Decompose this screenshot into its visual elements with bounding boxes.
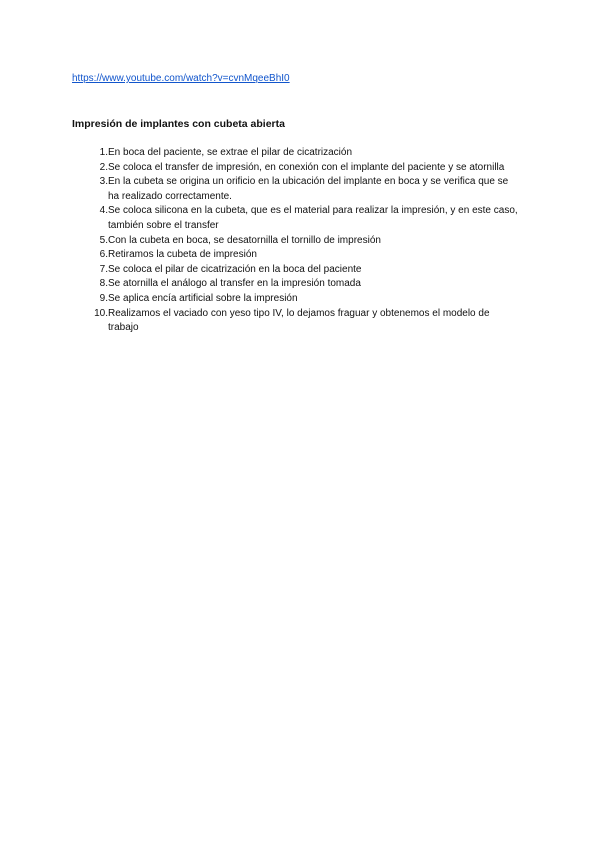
step-number: 5. xyxy=(99,234,108,246)
list-item xyxy=(72,204,522,233)
step-number: 8. xyxy=(99,278,108,290)
step-text: Se coloca el transfer de impresión, en conexión con el implante del paciente y se atornilla xyxy=(108,161,505,173)
step-text: Se coloca silicona en la cubeta, que es el material para realizar la impresión, y en este caso, también sobre el transfer xyxy=(108,205,518,231)
list-item xyxy=(72,263,522,278)
step-number: 2. xyxy=(99,161,108,173)
step-text: Con la cubeta en boca, se desatornilla el tornillo de impresión xyxy=(108,234,381,246)
step-text: En la cubeta se origina un orificio en la ubicación del implante en boca y se verifica que se ha realizado correctamente. xyxy=(108,176,509,202)
youtube-link[interactable]: https://www.youtube.com/watch?v=cvnMqeeBhI0 xyxy=(72,73,290,84)
step-number: 4. xyxy=(99,205,108,217)
list-item xyxy=(72,292,522,307)
step-text: En boca del paciente, se extrae el pilar de cicatrización xyxy=(108,147,353,158)
step-text: Se coloca el pilar de cicatrización en la boca del paciente xyxy=(108,263,362,275)
step-number: 6. xyxy=(99,249,108,261)
step-text: Realizamos el vaciado con yeso tipo IV, lo dejamos fraguar y obtenemos el modelo de trabajo xyxy=(108,307,490,334)
list-item xyxy=(72,146,522,161)
steps-list xyxy=(72,146,522,336)
section-heading: Impresión de implantes con cubeta abierta xyxy=(72,118,285,130)
step-text: Se atornilla el análogo al transfer en la impresión tomada xyxy=(108,278,361,290)
list-item xyxy=(72,161,522,176)
step-number: 9. xyxy=(99,292,108,304)
step-number: 10. xyxy=(94,307,108,319)
step-number: 1. xyxy=(99,147,108,158)
list-item xyxy=(72,277,522,292)
list-item xyxy=(72,307,522,336)
step-number: 3. xyxy=(99,176,108,188)
step-text: Se aplica encía artificial sobre la impresión xyxy=(108,292,298,304)
list-item xyxy=(72,175,522,204)
step-number: 7. xyxy=(99,263,108,275)
list-item xyxy=(72,234,522,249)
step-text: Retiramos la cubeta de impresión xyxy=(108,249,257,261)
list-item xyxy=(72,248,522,263)
